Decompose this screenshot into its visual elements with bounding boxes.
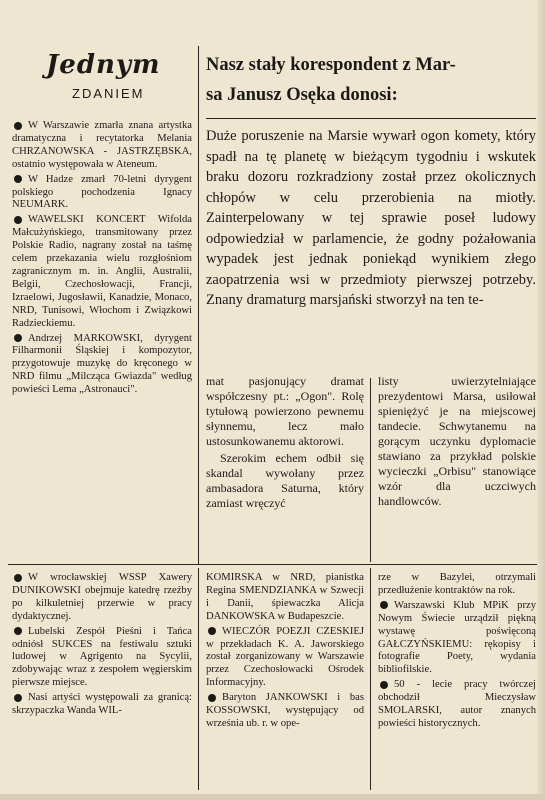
- bullet-icon: [14, 122, 22, 130]
- note-item: W wrocławskiej WSSP Xawery DUNIKOWSKI obejmuje katedrę rzeźby po kilkuletniej przerwie w pracy dydaktycznej.: [12, 572, 192, 622]
- bullet-icon: [380, 681, 388, 689]
- bullet-icon: [14, 216, 22, 224]
- headline-rule: [206, 118, 536, 119]
- section-rule: [8, 564, 537, 565]
- note-item: Andrzej MARKOWSKI, dyrygent Filharmonii Śląskiej i kompozytor, przygotowuje muzykę do kręconego w NRD filmu „Milcząca Gwiazda" według powieści Lema „Astronauci".: [12, 332, 192, 396]
- bottom-divider-2: [370, 568, 371, 790]
- bullet-icon: [208, 627, 216, 635]
- note-item: Warszawski Klub MPiK przy Nowym Świecie urządził piękną wystawę poświęconą GAŁCZYŃSKIEMU: rękopisy i fotografie Poety, wydania bibliofilskie.: [378, 599, 536, 676]
- logo-script-text: Jednym: [46, 50, 161, 80]
- bullet-icon: [380, 601, 388, 609]
- note-item: Baryton JANKOWSKI i bas KOSSOWSKI, występujący od września ub. r. w ope-: [206, 692, 364, 729]
- bullet-icon: [208, 694, 216, 702]
- article-paragraph: Szerokim echem odbił się skandal wywołany przez ambasadora Saturna, który zamiast wręczyć: [206, 451, 364, 510]
- bottom-column-2: [206, 572, 364, 733]
- note-item: Nasi artyści występowali za granicą: skrzypaczka Wanda WIL-: [12, 692, 192, 717]
- column-divider: [198, 46, 199, 564]
- logo-subtitle: ZDANIEM: [72, 86, 145, 101]
- article-divider: [370, 378, 371, 562]
- article-paragraph: listy uwierzytelniające prezydentowi Marsa, usiłował spieniężyć je na miejscowej tandecie. Schwytanemu na gorącym uczynku dyplomacie stawiano za przykład polskie wycieczki „Orbisu" stanowiące wzór dla uczciwych handlowców.: [378, 374, 536, 508]
- note-item: WAWELSKI KONCERT Wifolda Małcużyńskiego, transmitowany przez Polskie Radio, nagrany został na taśmę celem przekazania wielu rozgłośniom zagranicznym m. in. Anglii, Australii, Belgii, Czechosłowacji, Francji, Izraelowi, Jugosławii, Kanadzie, Monaco, NRD, Tunisowi, Włochom i Związkowi Radzieckiemu.: [12, 214, 192, 329]
- bullet-icon: [14, 175, 22, 183]
- column-logo: [12, 46, 192, 122]
- note-item: WIECZÓR POEZJI CZESKIEJ w przekładach K. A. Jaworskiego został zorganizowany w Warszawie przez Czechosłowacki Ośrodek Informacyjny.: [206, 625, 364, 689]
- article-lead: Duże poruszenie na Marsie wywarł ogon komety, który spadł na tę planetę w bieżącym tygodniu i wskutek braku dozoru rozkradziony został przez okolicznych chłopów w celu przerobienia na miotły. Zainterpelowany w tej sprawie poseł ludowy odpowiedział w parlamencie, że godny pożałowania wypadek jest jednak poniekąd wynikiem złego zaopatrzenia wsi w przedmioty pierwszej potrzeby. Znany dramaturg marsjański stworzył na ten te-: [206, 128, 536, 308]
- headline-line-1: Nasz stały korespondent z Mar-: [206, 55, 456, 75]
- bottom-column-1: [12, 572, 192, 720]
- article-headline: [206, 50, 536, 110]
- note-item: W Hadze zmarł 70-letni dyrygent polskiego pochodzenia Ignacy NEUMARK.: [12, 173, 192, 211]
- bullet-icon: [14, 627, 22, 635]
- bullet-icon: [14, 694, 22, 702]
- left-notes-column: [12, 120, 192, 399]
- note-item: KOMIRSKA w NRD, pianistka Regina SMENDZIANKA w Szwecji i Danii, śpiewaczka Alicja DANKOWSKA w Budapeszcie.: [206, 572, 364, 622]
- scan-edge: [537, 0, 545, 800]
- note-item: 50 - lecie pracy twórczej obchodził Mieczysław SMOLARSKI, autor znanych powieści historycznych.: [378, 679, 536, 729]
- headline-line-2: sa Janusz Osęka donosi:: [206, 85, 398, 105]
- article-column-2: [378, 374, 536, 511]
- note-item: rze w Bazylei, otrzymali przedłużenie kontraktów na rok.: [378, 572, 536, 596]
- note-item: W Warszawie zmarła znana artystka dramatyczna i recytatorka Melania CHRZANOWSKA - JASTRZĘBSKA, ostatnio występowała w Ateneum.: [12, 120, 192, 170]
- bottom-column-3: [378, 572, 536, 733]
- article-column-1: [206, 374, 364, 513]
- bottom-divider-1: [198, 568, 199, 790]
- bullet-icon: [14, 574, 22, 582]
- article-paragraph: mat pasjonujący dramat współczesny pt.: „Ogon". Rolę tytułową powierzono pewnemu słynnemu, lecz mało ustosunkowanemu aktorowi.: [206, 374, 364, 448]
- scan-bottom-edge: [0, 794, 545, 800]
- note-item: Lubelski Zespół Pieśni i Tańca odniósł SUKCES na festiwalu sztuki ludowej w Agrigento na Sycylii, zdobywając wraz z zespołem węgierskim pierwsze miejsce.: [12, 625, 192, 689]
- bullet-icon: [14, 334, 22, 342]
